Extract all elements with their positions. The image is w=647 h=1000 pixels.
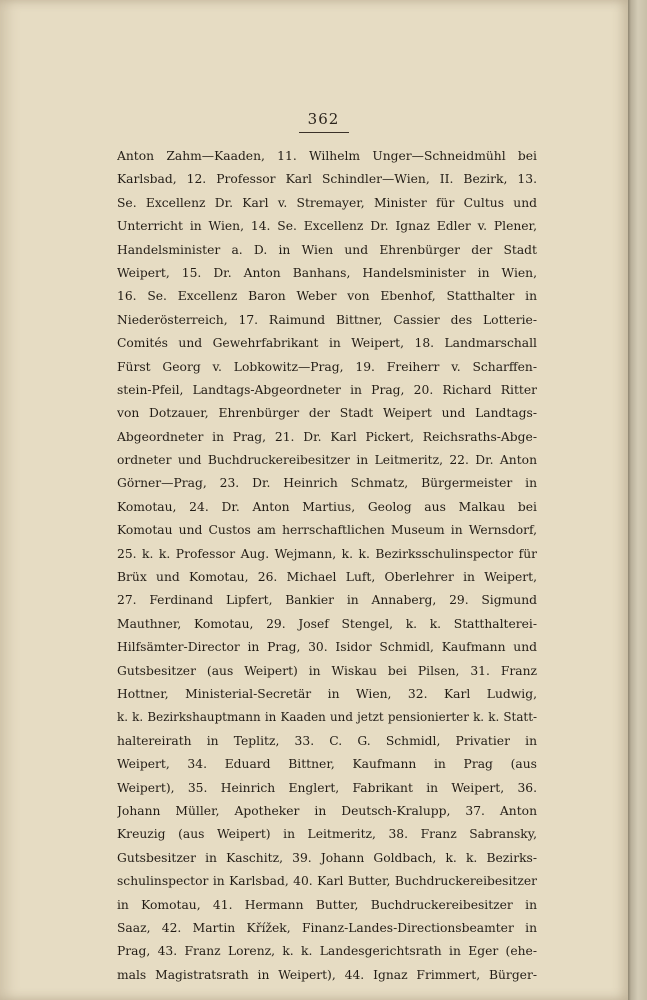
text-line: Weipert, 34. Eduard Bittner, Kaufmann in Prag (aus: [117, 757, 537, 772]
text-line: schulinspector in Karlsbad, 40. Karl Butter, Buchdruckereibesitzer: [117, 874, 537, 889]
text-line: Komotau und Custos am herrschaftlichen Museum in Wernsdorf,: [117, 523, 537, 538]
text-line: mals Magistratsrath in Weipert), 44. Ignaz Frimmert, Bürger-: [117, 967, 537, 982]
text-line: Fürst Georg v. Lobkowitz—Prag, 19. Freiherr v. Scharffen-: [117, 359, 537, 374]
text-line: ordneter und Buchdruckereibesitzer in Leitmeritz, 22. Dr. Anton: [117, 453, 537, 468]
text-line: 27. Ferdinand Lipfert, Bankier in Annaberg, 29. Sigmund: [117, 593, 537, 608]
adjacent-page-edge: [628, 0, 647, 1000]
text-line: Komotau, 24. Dr. Anton Martius, Geolog aus Malkau bei: [117, 499, 537, 514]
text-line: Gutsbesitzer in Kaschitz, 39. Johann Goldbach, k. k. Bezirks-: [117, 850, 537, 865]
text-line: Hilfsämter-Director in Prag, 30. Isidor Schmidl, Kaufmann und: [117, 640, 537, 655]
text-line: Unterricht in Wien, 14. Se. Excellenz Dr. Ignaz Edler v. Plener,: [117, 219, 537, 234]
text-line: Johann Müller, Apotheker in Deutsch-Kralupp, 37. Anton: [117, 803, 537, 818]
text-line: Karlsbad, 12. Professor Karl Schindler—Wien, II. Bezirk, 13.: [117, 172, 537, 187]
text-line: in Komotau, 41. Hermann Butter, Buchdruckereibesitzer in: [117, 897, 537, 912]
text-line: haltereirath in Teplitz, 33. C. G. Schmidl, Privatier in: [117, 733, 537, 748]
text-line: Brüx und Komotau, 26. Michael Luft, Oberlehrer in Weipert,: [117, 570, 537, 585]
page-number-rule: [299, 132, 349, 133]
text-line: Handelsminister a. D. in Wien und Ehrenbürger der Stadt: [117, 242, 537, 257]
text-line: 25. k. k. Professor Aug. Wejmann, k. k. Bezirksschulinspector für: [117, 546, 537, 561]
text-line: Comités und Gewehrfabrikant in Weipert, 18. Landmarschall: [117, 336, 537, 351]
text-line: Kreuzig (aus Weipert) in Leitmeritz, 38. Franz Sabransky,: [117, 827, 537, 842]
text-line: Niederösterreich, 17. Raimund Bittner, Cassier des Lotterie-: [117, 312, 537, 327]
text-line: Anton Zahm—Kaaden, 11. Wilhelm Unger—Schneidmühl bei: [117, 149, 537, 163]
text-line: stein-Pfeil, Landtags-Abgeordneter in Prag, 20. Richard Ritter: [117, 382, 537, 397]
text-line: Hottner, Ministerial-Secretär in Wien, 32. Karl Ludwig,: [117, 686, 537, 701]
text-line: Abgeordneter in Prag, 21. Dr. Karl Pickert, Reichsraths-Abge-: [117, 429, 537, 444]
text-line: Se. Excellenz Dr. Karl v. Stremayer, Minister für Cultus und: [117, 195, 537, 210]
text-line: Mauthner, Komotau, 29. Josef Stengel, k. k. Statthalterei-: [117, 616, 537, 631]
page-number: 362: [307, 110, 340, 128]
text-line: Weipert), 35. Heinrich Englert, Fabrikant in Weipert, 36.: [117, 780, 537, 795]
text-line: k. k. Bezirkshauptmann in Kaaden und jetzt pensionierter k. k. Statt-: [117, 710, 537, 725]
text-line: Saaz, 42. Martin Křížek, Finanz-Landes-Directionsbeamter in: [117, 920, 537, 935]
text-line: Gutsbesitzer (aus Weipert) in Wiskau bei Pilsen, 31. Franz: [117, 663, 537, 678]
text-line: Prag, 43. Franz Lorenz, k. k. Landesgerichtsrath in Eger (ehe-: [117, 944, 537, 959]
text-line: Görner—Prag, 23. Dr. Heinrich Schmatz, Bürgermeister in: [117, 476, 537, 491]
text-line: 16. Se. Excellenz Baron Weber von Ebenhof, Statthalter in: [117, 289, 537, 304]
text-line: Weipert, 15. Dr. Anton Banhans, Handelsminister in Wien,: [117, 265, 537, 280]
text-line: von Dotzauer, Ehrenbürger der Stadt Weipert und Landtags-: [117, 406, 537, 421]
body-text: [117, 145, 537, 987]
